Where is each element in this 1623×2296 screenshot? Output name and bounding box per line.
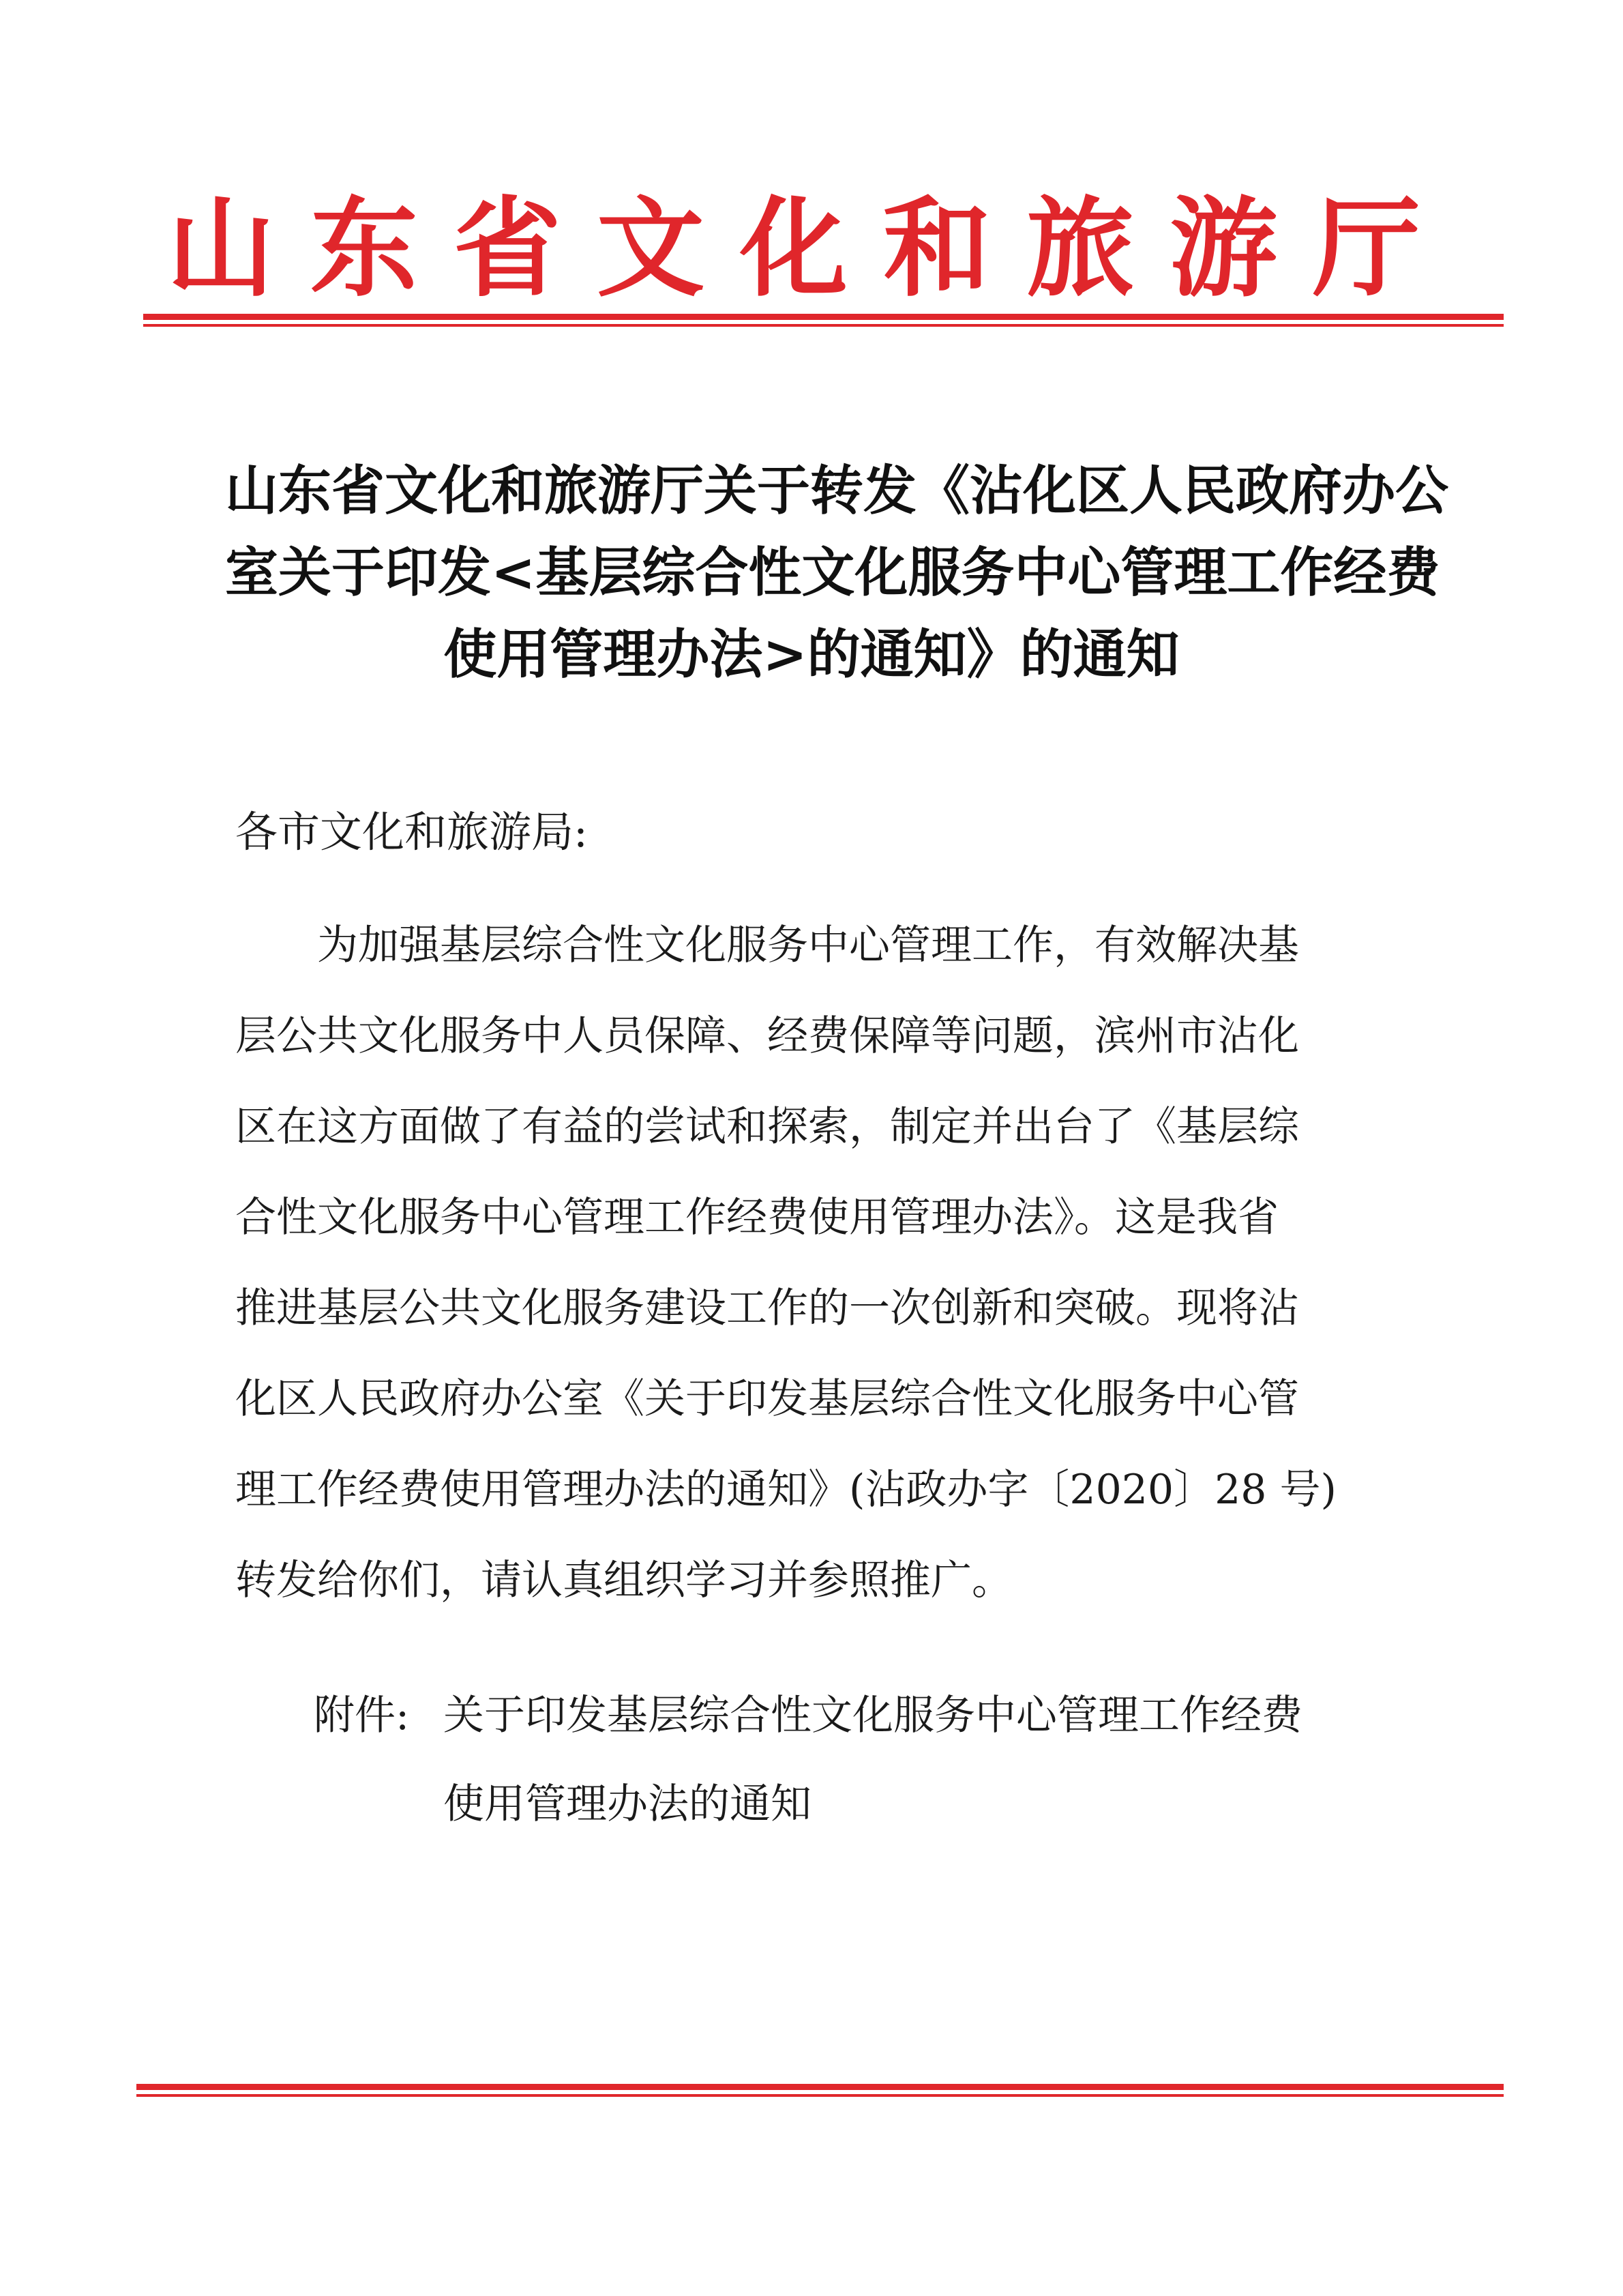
body-line: 理工作经费使用管理办法的通知》(沾政办字〔2020〕28 号)	[235, 1466, 1337, 1514]
attachment-label: 附件:	[314, 1692, 410, 1739]
body-line: 转发给你们，请认真组织学习并参照推广。	[235, 1557, 1013, 1604]
attachment-title-line: 关于印发基层综合性文化服务中心管理工作经费	[443, 1692, 1302, 1739]
document-title-line: 室关于印发<基层综合性文化服务中心管理工作经费	[225, 542, 1440, 604]
document-title-line: 山东省文化和旅游厅关于转发《沾化区人民政府办公	[225, 460, 1449, 522]
attachment-section	[314, 1671, 1302, 1849]
body-paragraph	[235, 900, 1395, 1626]
attachment-title-line: 使用管理办法的通知	[443, 1780, 812, 1828]
body-line: 化区人民政府办公室《关于印发基层综合性文化服务中心管	[235, 1375, 1299, 1423]
document-title	[225, 450, 1449, 696]
body-line: 合性文化服务中心管理工作经费使用管理办法》。这是我省	[235, 1194, 1279, 1241]
body-line: 推进基层公共文化服务建设工作的一次创新和突破。现将沾	[235, 1284, 1299, 1332]
body-line: 区在这方面做了有益的尝试和探索，制定并出台了《基层综	[235, 1103, 1299, 1151]
letterhead-title: 山东省文化和旅游厅	[167, 186, 1456, 312]
document-title-line: 使用管理办法>的通知》的通知	[443, 623, 1180, 686]
salutation: 各市文化和旅游局:	[235, 807, 588, 857]
body-line: 为加强基层综合性文化服务中心管理工作，有效解决基	[235, 922, 1299, 969]
footer-red-divider	[136, 2084, 1504, 2097]
body-line: 层公共文化服务中人员保障、经费保障等问题，滨州市沾化	[235, 1012, 1299, 1060]
letterhead-red-divider	[143, 314, 1504, 327]
